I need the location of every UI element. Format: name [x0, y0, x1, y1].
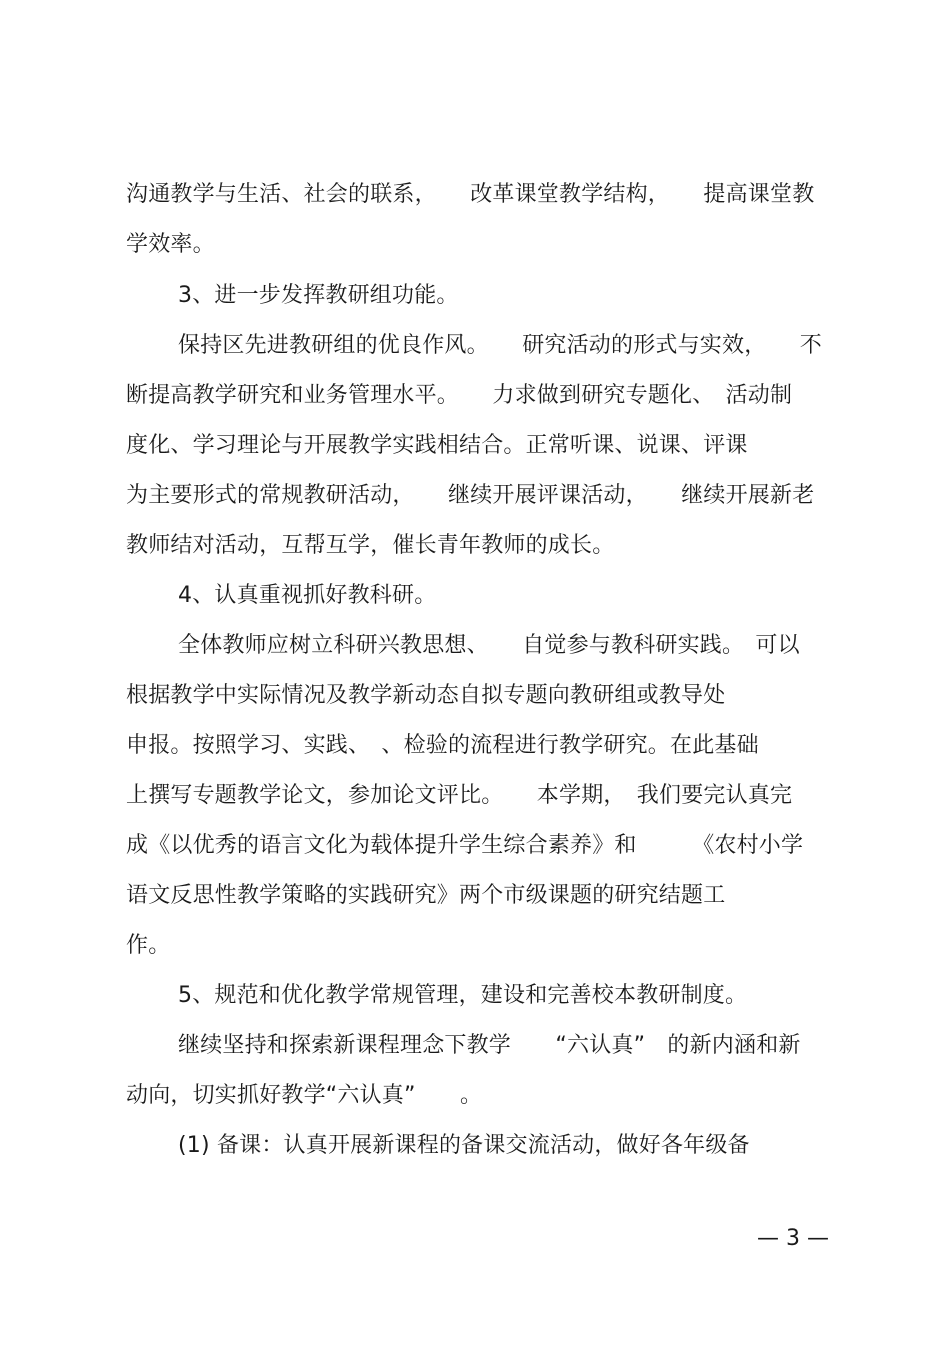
- text-line-9: 4、认真重视抓好教科研。: [178, 583, 437, 608]
- text-line-17: 5、规范和优化教学常规管理，建设和完善校本教研制度。: [178, 983, 748, 1008]
- text-line-16: 作。: [126, 933, 171, 958]
- text-line-10: 全体教师应树立科研兴教思想、 自觉参与教科研实践。 可以: [178, 633, 800, 658]
- text-line-11: 根据教学中实际情况及教学新动态自拟专题向教研组或教导处: [126, 683, 726, 708]
- text-line-3: 3、进一步发挥教研组功能。: [178, 283, 459, 308]
- text-line-8: 教师结对活动，互帮互学，催长青年教师的成长。: [126, 533, 615, 558]
- text-line-18: 继续坚持和探索新课程理念下教学 “六认真” 的新内涵和新: [178, 1033, 801, 1058]
- text-line-20: (1) 备课：认真开展新课程的备课交流活动，做好各年级备: [178, 1133, 750, 1158]
- text-line-13: 上撰写专题教学论文，参加论文评比。 本学期， 我们要完认真完: [126, 783, 793, 808]
- text-line-6: 度化、学习理论与开展教学实践相结合。正常听课、说课、评课: [126, 433, 748, 458]
- text-line-12: 申报。按照学习、实践、 、检验的流程进行教学研究。在此基础: [126, 733, 759, 758]
- text-line-2: 学效率。: [126, 232, 215, 257]
- text-line-5: 断提高教学研究和业务管理水平。 力求做到研究专题化、 活动制: [126, 383, 793, 408]
- text-line-15: 语文反思性教学策略的实践研究》两个市级课题的研究结题工: [126, 883, 726, 908]
- text-line-19: 动向，切实抓好教学“六认真” 。: [126, 1083, 483, 1108]
- text-line-7: 为主要形式的常规教研活动， 继续开展评课活动， 继续开展新老: [126, 483, 815, 508]
- page-number: — 3 —: [757, 1226, 829, 1251]
- text-line-14: 成《以优秀的语言文化为载体提升学生综合素养》和 《农村小学: [126, 833, 804, 858]
- text-line-4: 保持区先进教研组的优良作风。 研究活动的形式与实效， 不: [178, 333, 823, 358]
- text-line-1: 沟通教学与生活、社会的联系， 改革课堂教学结构， 提高课堂教: [126, 182, 815, 207]
